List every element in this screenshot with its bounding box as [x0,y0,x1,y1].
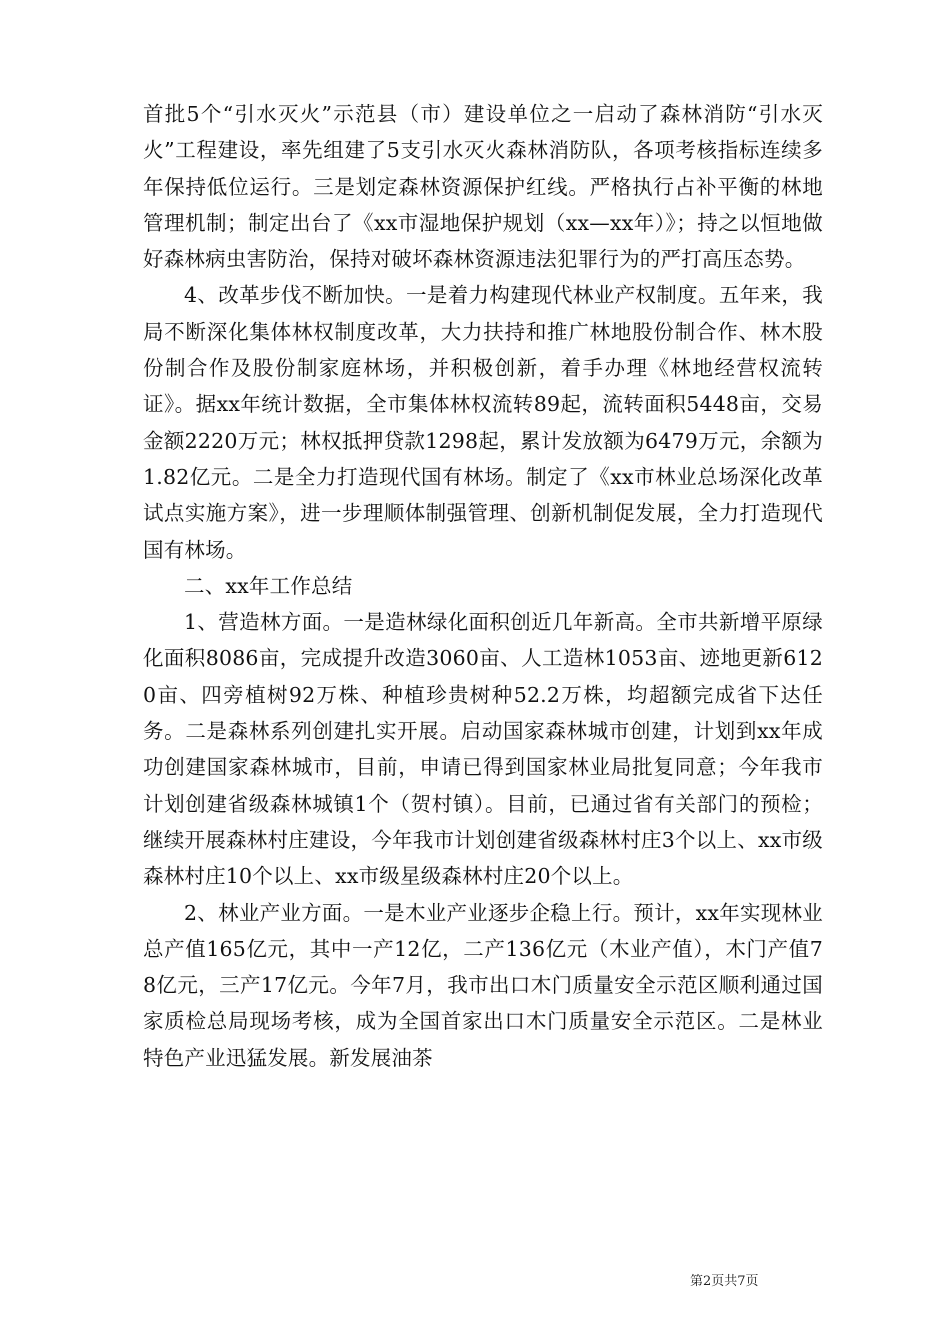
page-number: 第2页共7页 [690,1274,759,1289]
paragraph-4: 2、林业产业方面。一是木业产业逐步企稳上行。预计，xx年实现林业总产值165亿元，其中一产12亿，二产136亿元（木业产值），木门产值78亿元，三产17亿元。今年7月，我市出口木门质量安全示范区顺利通过国家质检总局现场考核，成为全国首家出口木门质量安全示范区。二是林业特色产业迅猛发展。新发展油茶 [143,900,823,1070]
paragraph-3: 1、营造林方面。一是造林绿化面积创近几年新高。全市共新增平原绿化面积8086亩，完成提升改造3060亩、人工造林1053亩、迹地更新6120亩、四旁植树92万株、种植珍贵树种52.2万株，均超额完成省下达任务。二是森林系列创建扎实开展。启动国家森林城市创建，计划到xx年成功创建国家森林城市，目前，申请已得到国家林业局批复同意；今年我市计划创建省级森林城镇1个（贺村镇）。目前，已通过省有关部门的预检；继续开展森林村庄建设，今年我市计划创建省级森林村庄3个以上、xx市级森林村庄10个以上、xx市级星级森林村庄20个以上。 [143,610,823,889]
paragraph-1: 首批5个“引水灭火”示范县（市）建设单位之一启动了森林消防“引水灭火”工程建设，率先组建了5支引水灭火森林消防队，各项考核指标连续多年保持低位运行。三是划定森林资源保护红线。严格执行占补平衡的林地管理机制；制定出台了《xx市湿地保护规划（xx—xx年）》；持之以恒地做好森林病虫害防治，保持对破坏森林资源违法犯罪行为的严打高压态势。 [143,102,823,272]
section-heading: 二、xx年工作总结 [184,573,353,598]
paragraph-2: 4、改革步伐不断加快。一是着力构建现代林业产权制度。五年来，我局不断深化集体林权制度改革，大力扶持和推广林地股份制合作、林木股份制合作及股份制家庭林场，并积极创新，着手办理《林地经营权流转证》。据xx年统计数据，全市集体林权流转89起，流转面积5448亩，交易金额2220万元；林权抵押贷款1298起，累计发放额为6479万元，余额为1.82亿元。二是全力打造现代国有林场。制定了《xx市林业总场深化改革试点实施方案》，进一步理顺体制强管理、创新机制促发展，全力打造现代国有林场。 [143,283,823,562]
document-body [143,96,823,1076]
